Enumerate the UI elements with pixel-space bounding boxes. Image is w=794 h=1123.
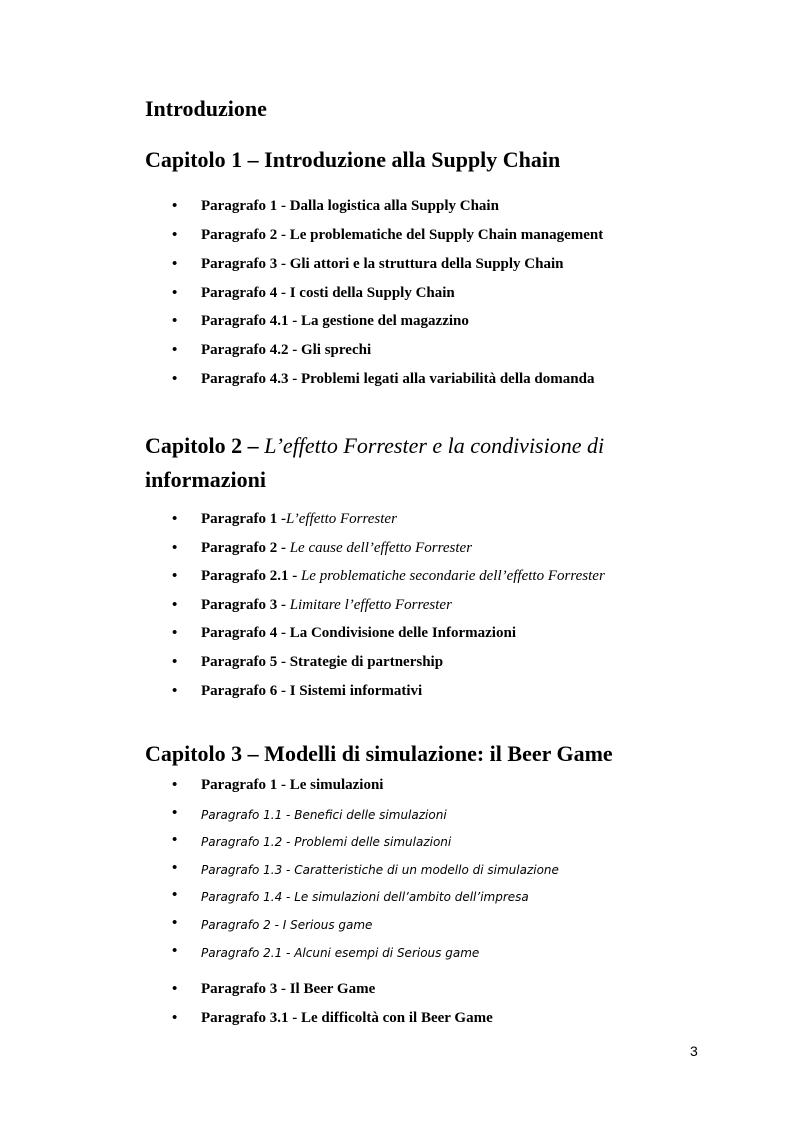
- heading-introduzione: Introduzione: [145, 96, 267, 121]
- heading-capitolo-3: Capitolo 3 – Modelli di simulazione: il Beer Game: [145, 741, 613, 766]
- page-number: 3: [690, 1043, 698, 1059]
- heading-capitolo-1: Capitolo 1 – Introduzione alla Supply Chain: [145, 147, 561, 172]
- heading-capitolo-2: Capitolo 2 – L’effetto Forrester e la condivisione di informazioni: [145, 433, 605, 492]
- document-page: Introduzione Capitolo 1 – Introduzione alla Supply Chain • Paragrafo 1 - Dalla logistica alla Supply Chain • Paragrafo 2 - Le problematiche del Supply Chain management • Paragrafo 3 - Gli attori e la struttura della Supply Chain • Paragrafo 4 - I costi della Supply Chain • Paragrafo 4.1 - La gestione del magazzino • Paragrafo 4.2 - Gli sprechi • Paragrafo 4.3 - Problemi legati alla variabilità della domanda Capitolo 2 – L’effetto Forrester e la condivisione di informazioni • Paragrafo 1 -L’effetto Forrester • Paragrafo 2 - Le cause dell’effetto Forrester • Paragrafo 2.1 - Le problematiche secondarie dell’effetto Forrester • Paragrafo 3 - Limitare l’effetto Forrester • Paragrafo 4 - La Condivisione delle Informazioni • Paragrafo 5 - Strategie di partnership • Paragrafo 6 - I Sistemi informativi Capitolo 3 – Modelli di simulazione: il Beer Game • Paragrafo 1 - Le simulazioni • Paragrafo 1.1 - Benefici delle simulazioni • Paragrafo 1.2 - Problemi delle simulazioni • Paragrafo 1.3 - Caratteristiche di un modello di simulazione • Paragrafo 1.4 - Le simulazioni dell’ambito dell’impresa • Paragrafo 2 - I Serious game • Paragrafo 2.1 - Alcuni esempi di Serious game • Paragrafo 3 - Il Beer Game • Paragrafo 3.1 - Le difficoltà con il Beer Game 3: [145, 96, 698, 1059]
